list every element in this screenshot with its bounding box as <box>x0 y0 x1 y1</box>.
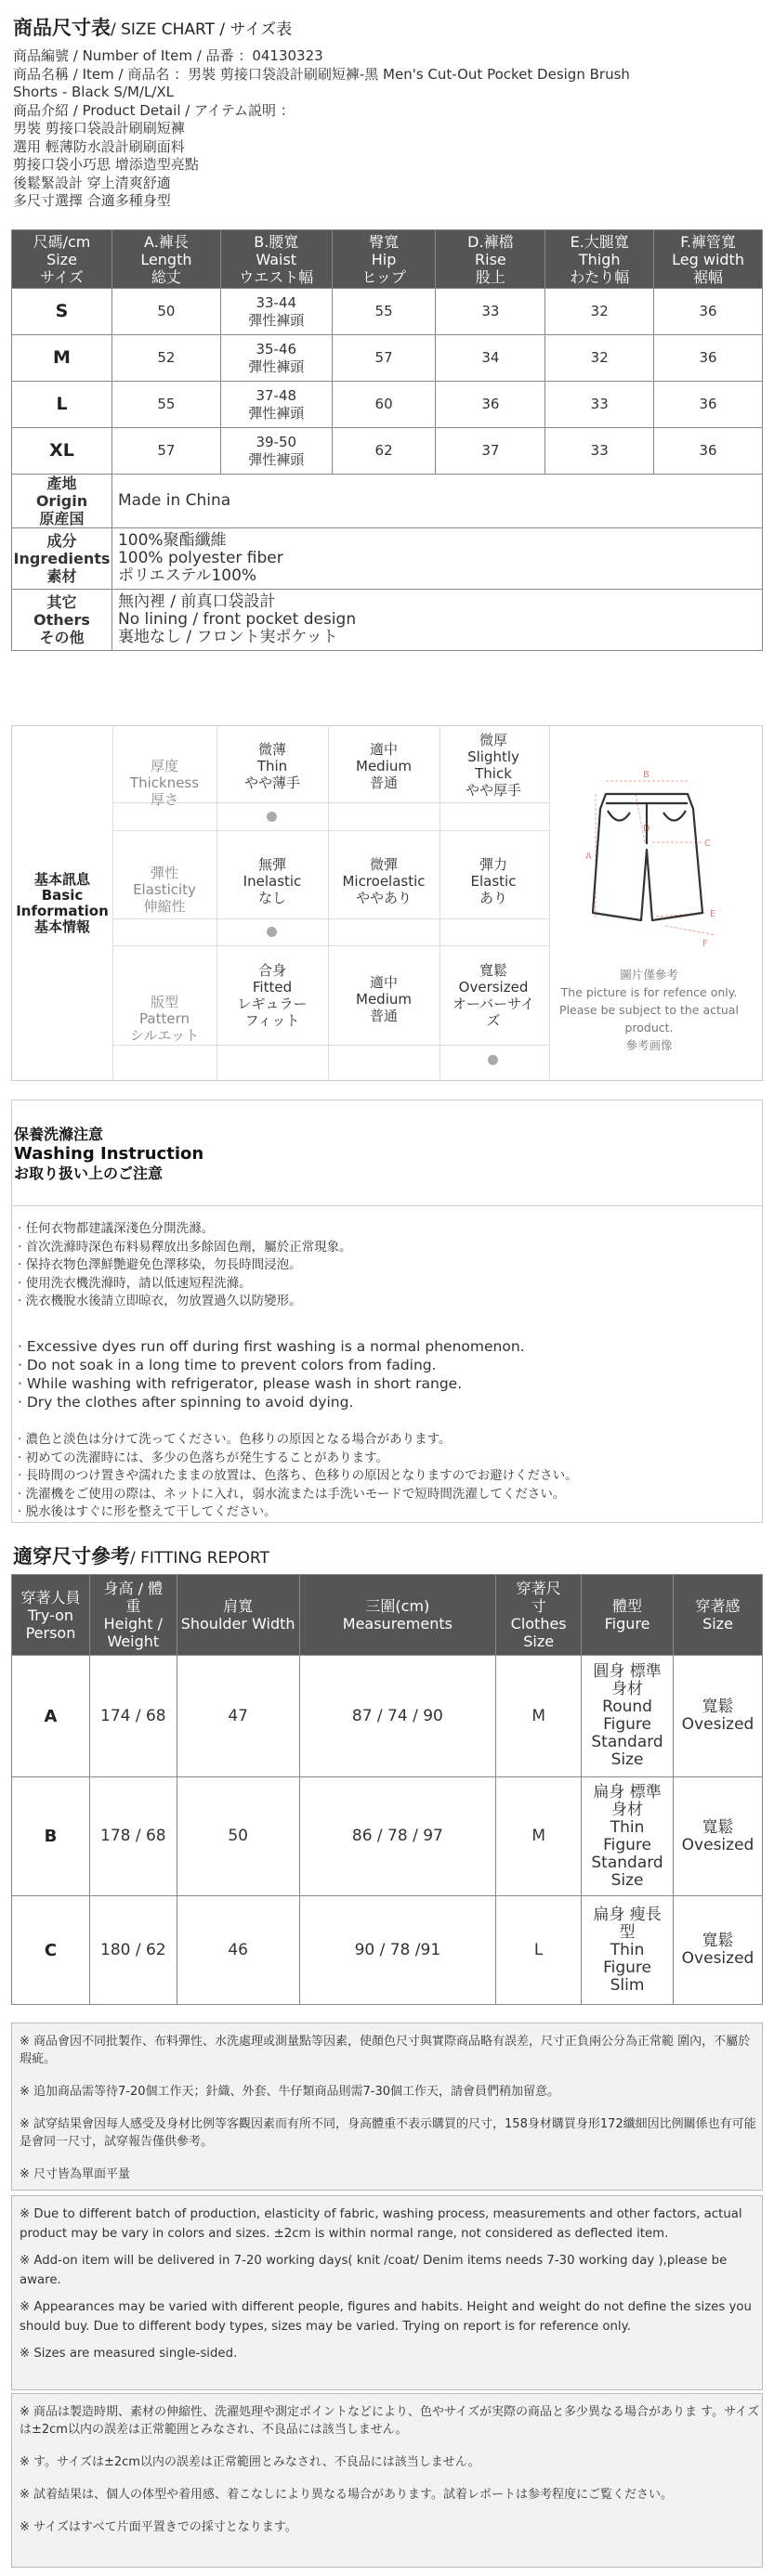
leg-cell: 36 <box>654 335 763 382</box>
hw-cell: 174 / 68 <box>89 1656 177 1777</box>
thigh-cell: 32 <box>545 289 654 335</box>
notes-en <box>11 2195 763 2390</box>
elasticity-indicator <box>267 927 277 937</box>
meas-cell: 86 / 78 / 97 <box>299 1777 496 1896</box>
page-title <box>13 15 761 43</box>
fitting-header-row <box>12 1575 763 1656</box>
thickness-thick: 微厚 Slightly Thick やや厚手 <box>465 732 521 799</box>
size-row-xl <box>12 428 763 475</box>
title-main: 商品尺寸表 <box>13 17 111 39</box>
feel-cell: 寬鬆 Ovesized <box>674 1656 763 1777</box>
info-line: 剪接口袋小巧思 增添造型亮點 <box>13 156 199 173</box>
col-person: 穿著人員 Try-on Person <box>12 1575 90 1656</box>
size-chart-table <box>11 229 763 651</box>
others-row <box>12 590 763 651</box>
fitting-row-c <box>12 1896 763 2005</box>
note-item: ※ 尺寸皆為單面平量 <box>20 2167 131 2181</box>
hip-cell: 62 <box>332 428 436 475</box>
diagram-label-a: A <box>585 852 592 862</box>
info-line: 後鬆緊設計 穿上清爽舒適 <box>13 174 171 191</box>
leg-cell: 36 <box>654 428 763 475</box>
size-cell: L <box>496 1896 582 2005</box>
pattern-oversized: 寬鬆 Oversized オーバーサイ ズ <box>452 962 535 1029</box>
waist-cell: 39-50 彈性褲頭 <box>220 428 332 475</box>
elasticity-micro: 微彈 Microelastic ややあり <box>342 856 426 906</box>
hip-cell: 60 <box>332 382 436 428</box>
feel-cell: 寬鬆 Ovesized <box>674 1896 763 2005</box>
col-clothes-size: 穿著尺 寸 Clothes Size <box>496 1575 582 1656</box>
thigh-cell: 33 <box>545 428 654 475</box>
size-cell: M <box>496 1656 582 1777</box>
length-cell: 57 <box>112 428 220 475</box>
basic-info-panel <box>11 725 763 1081</box>
fitting-row-a <box>12 1656 763 1777</box>
diagram-label-c: C <box>704 839 711 849</box>
hip-cell: 55 <box>332 289 436 335</box>
col-measurements: 三圍(cm) Measurements <box>299 1575 496 1656</box>
note-item: ※ Due to different batch of production, elasticity of fabric, washing process, measurements and other factors, actual product may be vary in colors and sizes. ±2cm is within normal range, not considered as deflected item. <box>20 2207 742 2241</box>
info-line: 商品編號 / Number of Item / 品番 ：04130323 <box>13 47 323 64</box>
ingredients-value: 100%聚酯纖維 100% polyester fiber ポリエステル100% <box>112 528 762 590</box>
waist-cell: 33-44 彈性褲頭 <box>220 289 332 335</box>
col-waist: B.腰寬 Waist ウエスト幅 <box>220 230 332 289</box>
size-row-m <box>12 335 763 382</box>
shoulder-cell: 47 <box>177 1656 299 1777</box>
note-item: ※ Add-on item will be delivered in 7-20 working days( knit /coat/ Denim items needs 7-30 working day ),please be aware. <box>20 2254 728 2287</box>
col-rise: D.褲檔 Rise 股上 <box>436 230 545 289</box>
meas-cell: 87 / 74 / 90 <box>299 1656 496 1777</box>
washing-zh-list: · 任何衣物都建議深淺色分開洗滌。 · 首次洗滌時深色布料易釋放出多餘固色劑，屬於正常現象。 · 保持衣物色澤鮮艷避免色澤移染，勿長時間浸泡。 · 使用洗衣機洗滌時，請以低速短程洗滌。 · 洗衣機脫水後請立即晾衣，勿放置過久以防變形。 <box>18 1221 352 1308</box>
rise-cell: 37 <box>436 428 545 475</box>
info-line: 多尺寸選擇 合適多種身型 <box>13 192 171 209</box>
note-item: ※ Appearances may be varied with different people, figures and habits. Height and weight do not define the sizes you should buy. Due to different body types, sizes may be varied. Trying on report is for reference only. <box>20 2300 752 2334</box>
info-line: Shorts - Black S/M/L/XL <box>13 84 174 100</box>
note-item: ※ 商品會因不同批製作、布料彈性、水洗處理或測量點等因素，使顏色尺寸與實際商品略有誤差，尺寸正負兩公分為正常範 圍內，不屬於瑕疵。 <box>20 2035 751 2066</box>
col-feel: 穿著感 Size <box>674 1575 763 1656</box>
diagram-caption: 圖片僅參考 The picture is for refence only. Please be subject to the actual product. 參考画像 <box>559 968 739 1052</box>
note-item: ※ 試着結果は、個人の体型や着用感、着こなしにより異なる場合があります。試着レポートは参考程度にご覧ください。 <box>20 2488 673 2502</box>
leg-cell: 36 <box>654 382 763 428</box>
diagram-label-b: B <box>643 770 649 780</box>
note-item: ※ サイズはすべて片面平置きでの採寸となります。 <box>20 2520 297 2534</box>
fitting-title: 適穿尺寸參考/ FITTING REPORT <box>13 1545 269 1568</box>
hw-cell: 178 / 68 <box>89 1777 177 1896</box>
figure-cell: 扁身 標準 身材 Thin Figure Standard Size <box>582 1777 674 1896</box>
col-height-weight: 身高 / 體 重 Height / Weight <box>89 1575 177 1656</box>
rise-cell: 34 <box>436 335 545 382</box>
pattern-indicator <box>488 1055 498 1065</box>
ingredients-label: 成分 Ingredients 素材 <box>12 528 112 590</box>
pattern-fitted: 合身 Fitted レギュラー フィット <box>237 962 308 1029</box>
ingredients-row <box>12 528 763 590</box>
rise-cell: 33 <box>436 289 545 335</box>
basic-info-heading: 基本訊息 Basic Information 基本情報 <box>16 870 109 935</box>
product-info <box>13 47 761 211</box>
washing-instructions <box>11 1099 763 1523</box>
fitting-table <box>11 1574 763 2005</box>
col-thigh: E.大腿寬 Thigh わたり幅 <box>545 230 654 289</box>
pattern-medium: 適中 Medium 普通 <box>356 974 412 1024</box>
thickness-indicator <box>267 812 277 822</box>
attr-thickness-label: 厚度 Thickness 厚さ <box>129 758 200 808</box>
thigh-cell: 33 <box>545 382 654 428</box>
note-item: ※ 試穿結果會因每人感受及身材比例等客觀因素而有所不同，身高體重不表示購買的尺寸，158身材購買身形172纖細因比例關係也有可能是會同一尺寸，試穿報告僅供參考。 <box>20 2117 756 2149</box>
diagram-label-e: E <box>710 909 716 919</box>
size-chart-header-row <box>12 230 763 289</box>
size-cell: L <box>12 382 112 428</box>
washing-heading: 保養洗滌注意 Washing Instruction お取り扱い上のご注意 <box>14 1125 204 1182</box>
size-row-l <box>12 382 763 428</box>
col-size: 尺碼/cm Size サイズ <box>12 230 112 289</box>
others-value: 無內裡 / 前真口袋設計 No lining / front pocket design 裏地なし / フロント実ポケット <box>112 590 762 651</box>
fitting-row-b <box>12 1777 763 1896</box>
washing-ja-list: · 濃色と淡色は分けて洗ってください。色移りの原因となる場合があります。 · 初めての洗濯時には、多少の色落ちが発生することがあります。 · 長時間のつけ置きや濡れたままの放置は、色落ち、色移りの原因となりますのでお避けください。 · 洗濯機をご使用の際は、ネットに入れ，弱水流または手洗いモードで短時間洗濯してください。 · 脱水後はすぐに形を整えて干してください。 <box>18 1432 578 1519</box>
title-sub: / SIZE CHART / サイズ表 <box>111 20 293 39</box>
size-cell: S <box>12 289 112 335</box>
shorts-measurement-diagram <box>554 740 744 977</box>
col-figure: 體型 Figure <box>582 1575 674 1656</box>
figure-cell: 圓身 標準 身材 Round Figure Standard Size <box>582 1656 674 1777</box>
header <box>0 0 774 211</box>
note-item: ※ す。サイズは±2cm以内の誤差は正常範囲とみなされ、不良品には該当しません。 <box>20 2455 480 2469</box>
size-cell: M <box>496 1777 582 1896</box>
notes-ja <box>11 2393 763 2568</box>
info-line: 選用 輕薄防水設計刷刷面料 <box>13 137 185 155</box>
origin-row <box>12 475 763 528</box>
thickness-thin: 微薄 Thin やや薄手 <box>243 741 300 791</box>
diagram-label-d: D <box>643 824 650 834</box>
washing-en-list: · Excessive dyes run off during first washing is a normal phenomenon. · Do not soak in a long time to prevent colors from fading. · While washing with refrigerator, please wash in short range. · Dry the clothes after spinning to avoid dying. <box>18 1338 525 1411</box>
rise-cell: 36 <box>436 382 545 428</box>
shoulder-cell: 46 <box>177 1896 299 2005</box>
col-hip: 臀寬 Hip ヒップ <box>332 230 436 289</box>
waist-cell: 35-46 彈性褲頭 <box>220 335 332 382</box>
hip-cell: 57 <box>332 335 436 382</box>
origin-label: 產地 Origin 原産国 <box>12 475 112 528</box>
length-cell: 52 <box>112 335 220 382</box>
elasticity-inelastic: 無彈 Inelastic なし <box>243 856 302 906</box>
meas-cell: 90 / 78 /91 <box>299 1896 496 2005</box>
size-cell: M <box>12 335 112 382</box>
col-leg-width: F.褲管寬 Leg width 裾幅 <box>654 230 763 289</box>
others-label: 其它 Others その他 <box>12 590 112 651</box>
info-line: 商品介紹 / Product Detail / アイテム説明 ： <box>13 101 295 119</box>
attr-pattern-label: 版型 Pattern シルエット <box>129 994 200 1044</box>
length-cell: 55 <box>112 382 220 428</box>
info-line: 男裝 剪接口袋設計刷刷短褲 <box>13 120 185 137</box>
origin-value: Made in China <box>112 475 762 528</box>
diagram-label-f: F <box>702 939 708 949</box>
info-line: 商品名稱 / Item / 商品名 ：男裝 剪接口袋設計刷刷短褲-黑 Men's Cut-Out Pocket Design Brush <box>13 65 630 83</box>
person-cell: A <box>12 1656 90 1777</box>
elasticity-elastic: 彈力 Elastic あり <box>470 856 517 906</box>
note-item: ※ Sizes are measured single-sided. <box>20 2347 238 2361</box>
shoulder-cell: 50 <box>177 1777 299 1896</box>
waist-cell: 37-48 彈性褲頭 <box>220 382 332 428</box>
person-cell: B <box>12 1777 90 1896</box>
attr-elasticity-label: 彈性 Elasticity 伸縮性 <box>133 865 196 915</box>
col-shoulder: 肩寬 Shoulder Width <box>177 1575 299 1656</box>
person-cell: C <box>12 1896 90 2005</box>
thigh-cell: 32 <box>545 335 654 382</box>
col-length: A.褲長 Length 総丈 <box>112 230 220 289</box>
hw-cell: 180 / 62 <box>89 1896 177 2005</box>
leg-cell: 36 <box>654 289 763 335</box>
thickness-medium: 適中 Medium 普通 <box>356 741 412 791</box>
note-item: ※ 商品は製造時期、素材の伸縮性、洗濯処理や測定ポイントなどにより、色やサイズが実際の商品と多少異なる場合がありま す。サイズは±2cm以内の誤差は正常範囲とみなされ、不良品には該当しません。 <box>20 2405 760 2437</box>
notes-zh <box>11 2023 763 2191</box>
note-item: ※ 追加商品需等待7-20個工作天；針織、外套、牛仔類商品則需7-30個工作天，請會員們稍加留意。 <box>20 2085 560 2099</box>
size-cell: XL <box>12 428 112 475</box>
figure-cell: 扁身 瘦長 型 Thin Figure Slim <box>582 1896 674 2005</box>
feel-cell: 寬鬆 Ovesized <box>674 1777 763 1896</box>
size-row-s <box>12 289 763 335</box>
length-cell: 50 <box>112 289 220 335</box>
